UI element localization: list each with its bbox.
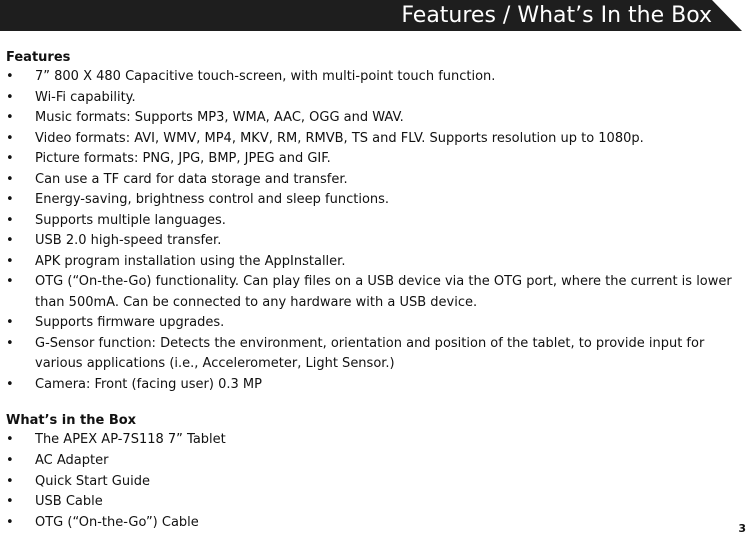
bullet-icon: •	[6, 69, 14, 84]
feature-item	[6, 170, 746, 191]
feature-item-text: Energy-saving, brightness control and sleep functions.	[35, 192, 390, 207]
bullet-icon: •	[6, 110, 14, 125]
bullet-icon: •	[6, 376, 14, 392]
feature-item-text: Picture formats: PNG, JPG, BMP, JPEG and GIF.	[35, 151, 331, 166]
feature-item-text: Video formats: AVI, WMV, MP4, MKV, RM, RMVB, TS and FLV. Supports resolution up to 1080p.	[35, 130, 644, 146]
feature-item-text: OTG (“On-the-Go) functionality. Can play files on a USB device via the OTG port, where the current is lower than 500mA. Can be connected to any hardware with a USB device.	[35, 274, 732, 310]
feature-item	[6, 190, 746, 211]
bullet-icon: •	[6, 274, 14, 289]
feature-item-text: USB 2.0 high-speed transfer.	[35, 233, 222, 248]
header-bar	[0, 0, 752, 31]
section-spacer	[6, 395, 746, 412]
feature-item	[6, 129, 746, 150]
features-list	[6, 67, 746, 395]
box-item	[6, 430, 746, 451]
box-item-text: Quick Start Guide	[35, 473, 150, 489]
bullet-icon: •	[6, 192, 14, 207]
box-contents-heading: What’s in the Box	[6, 413, 137, 428]
bullet-icon: •	[6, 432, 14, 447]
bullet-icon: •	[6, 151, 14, 166]
box-item-text: USB Cable	[35, 494, 103, 510]
feature-item	[6, 334, 746, 375]
bullet-icon: •	[6, 473, 14, 489]
bullet-icon: •	[6, 130, 14, 146]
feature-item	[6, 149, 746, 170]
feature-item-text: Music formats: Supports MP3, WMA, AAC, OGG and WAV.	[35, 110, 404, 125]
bullet-icon: •	[6, 452, 14, 468]
feature-item-text: 7” 800 X 480 Capacitive touch-screen, with multi-point touch function.	[35, 69, 496, 84]
feature-item	[6, 211, 746, 232]
box-item-text: OTG (“On-the-Go”) Cable	[35, 515, 199, 531]
page-title: Features / What’s In the Box	[401, 3, 712, 28]
feature-item-text: Can use a TF card for data storage and transfer.	[35, 171, 348, 187]
box-item	[6, 492, 746, 513]
box-contents-list	[6, 430, 746, 534]
feature-item	[6, 252, 746, 273]
box-item	[6, 451, 746, 472]
bullet-icon: •	[6, 212, 14, 228]
main-content	[6, 49, 746, 534]
bullet-icon: •	[6, 171, 14, 187]
features-heading: Features	[6, 50, 71, 65]
bullet-icon: •	[6, 253, 14, 269]
feature-item	[6, 313, 746, 334]
feature-item-text: Wi-Fi capability.	[35, 89, 136, 105]
bullet-icon: •	[6, 89, 14, 105]
feature-item	[6, 108, 746, 129]
bullet-icon: •	[6, 335, 14, 351]
feature-item	[6, 67, 746, 88]
box-item-text: AC Adapter	[35, 452, 109, 468]
feature-item-text: Camera: Front (facing user) 0.3 MP	[35, 376, 262, 392]
feature-item-text: Supports firmware upgrades.	[35, 315, 225, 330]
feature-item	[6, 375, 746, 396]
box-item	[6, 513, 746, 534]
feature-item	[6, 88, 746, 109]
box-item	[6, 472, 746, 493]
feature-item-text: APK program installation using the AppInstaller.	[35, 253, 346, 269]
feature-item-text: G-Sensor function: Detects the environment, orientation and position of the tablet, to provide input for various applications (i.e., Accelerometer, Light Sensor.)	[35, 335, 705, 371]
feature-item-text: Supports multiple languages.	[35, 212, 226, 228]
page-number: 3	[738, 522, 746, 535]
feature-item	[6, 272, 746, 313]
bullet-icon: •	[6, 494, 14, 510]
bullet-icon: •	[6, 315, 14, 330]
bullet-icon: •	[6, 233, 14, 248]
box-item-text: The APEX AP-7S118 7” Tablet	[35, 432, 226, 447]
feature-item	[6, 231, 746, 252]
bullet-icon: •	[6, 515, 14, 531]
